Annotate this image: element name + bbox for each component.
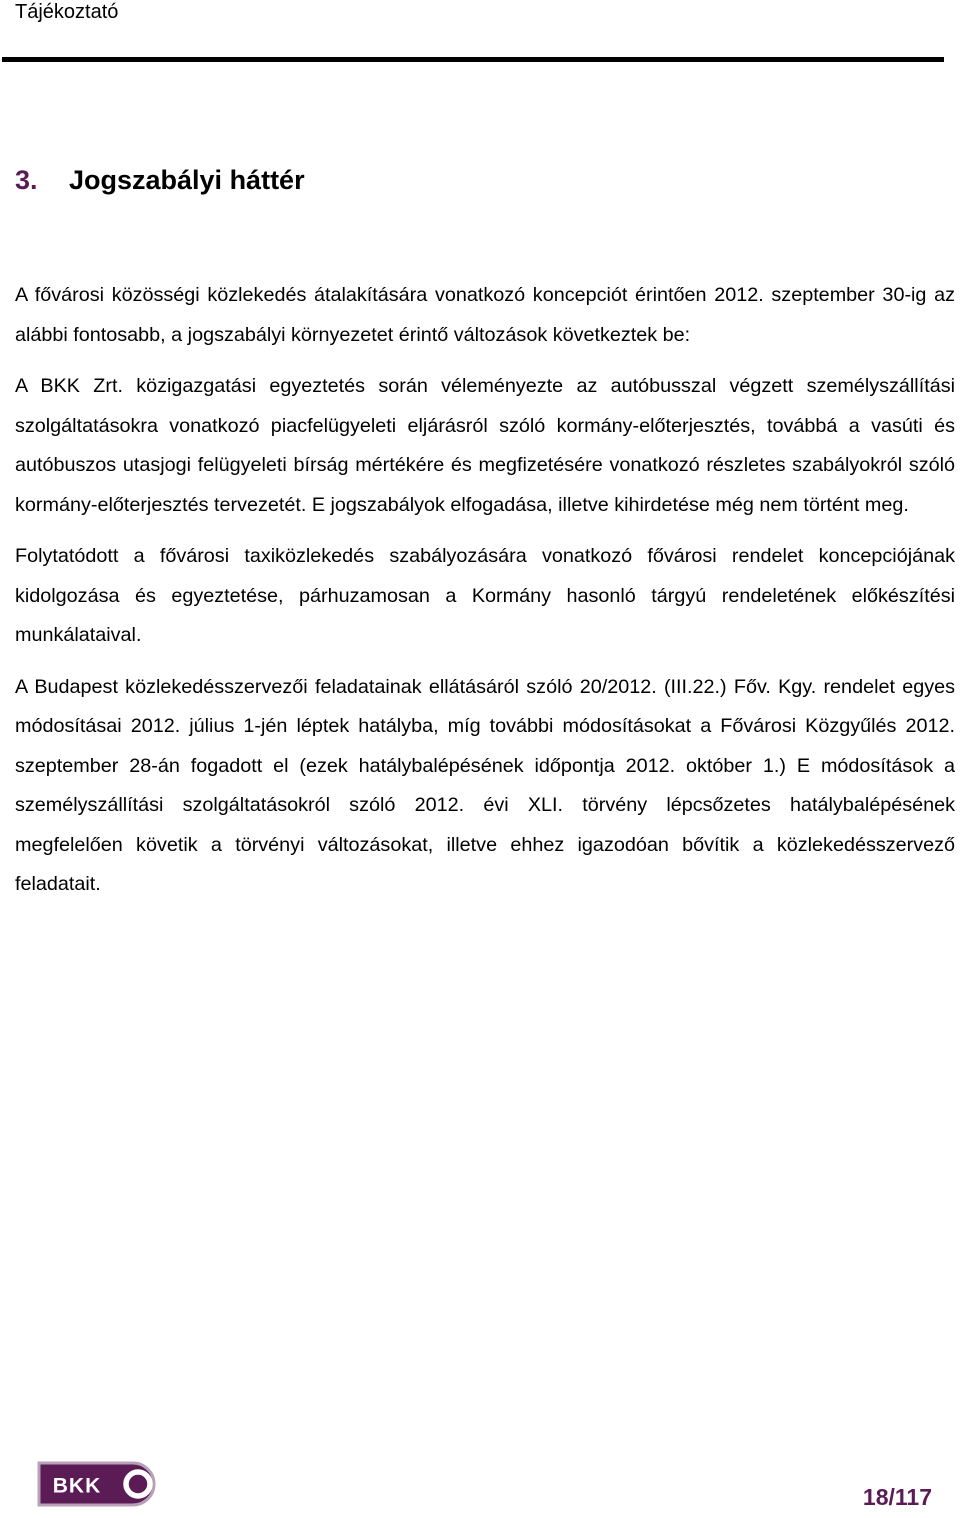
section-heading bbox=[15, 163, 305, 197]
body-content bbox=[15, 276, 955, 905]
page-number: 18/117 bbox=[862, 1484, 932, 1510]
bkk-logo bbox=[33, 1453, 165, 1515]
header-divider bbox=[2, 57, 944, 62]
paragraph-taxi-regulation: Folytatódott a fővárosi taxiközlekedés szabályozására vonatkozó fővárosi rendelet koncepciójának kidolgozása és egyeztetése, párhuzamosan a Kormány hasonló tárgyú rendeletének előkészítési munkálataival. bbox=[15, 545, 955, 646]
section-title: Jogszabályi háttér bbox=[69, 165, 305, 195]
paragraph-bkk-review: A BKK Zrt. közigazgatási egyeztetés során véleményezte az autóbusszal végzett személyszállítási szolgáltatásokra vonatkozó piacfelügyeleti eljárásról szóló kormány-előterjesztés, továbbá a vasúti és autóbuszos utasjogi felügyeleti bírság mértékére és megfizetésére vonatkozó részletes szabályokról szóló kormány-előterjesztés tervezetét. E jogszabályok elfogadása, illetve kihirdetése még nem történt meg. bbox=[15, 375, 955, 516]
paragraph-decree-amendments: A Budapest közlekedésszervezői feladatainak ellátásáról szóló 20/2012. (III.22.) Főv. Kgy. rendelet egyes módosításai 2012. július 1-jén léptek hatályba, míg további módosításokat a Fővárosi Közgyűlés 2012. szeptember 28-án fogadott el (ezek hatálybalépésének időpontja 2012. október 1.) E módosítások a személyszállítási szolgáltatásokról szóló 2012. évi XLI. törvény lépcsőzetes hatálybalépésének megfelelően követik a törvényi változásokat, illetve ehhez igazodóan bővítik a közlekedésszervező feladatait. bbox=[15, 675, 955, 895]
paragraph-intro: A fővárosi közösségi közlekedés átalakítására vonatkozó koncepciót érintően 2012. szeptember 30-ig az alábbi fontosabb, a jogszabályi környezetet érintő változások következtek be: bbox=[15, 284, 955, 346]
bkk-logo-text: BKK bbox=[52, 1474, 102, 1498]
header-title: Tájékoztató bbox=[15, 1, 119, 23]
section-number: 3. bbox=[15, 165, 38, 195]
